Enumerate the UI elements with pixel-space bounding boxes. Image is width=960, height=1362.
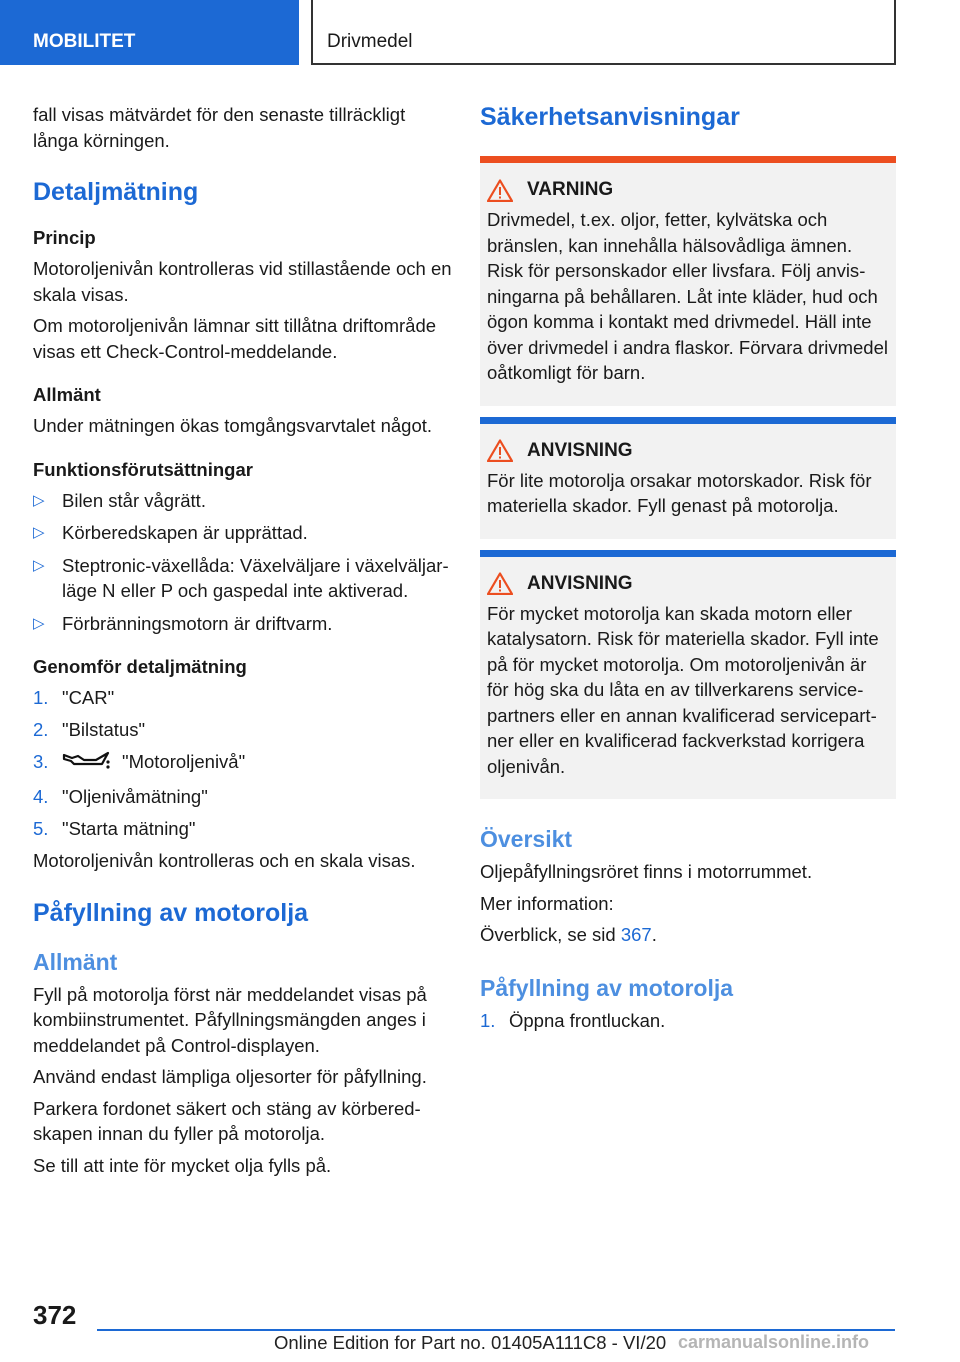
triangle-bullet-icon: ▷ <box>33 491 45 509</box>
oversikt-paragraph-1: Oljepåfyllningsröret finns i motorrummet. <box>480 861 813 882</box>
allmant2-paragraph-2: Använd endast lämpliga oljesorter för påfyllning. <box>33 1066 427 1087</box>
princip-paragraph-1: Motoroljenivån kontrolleras vid stillastående och en skala visas. <box>33 258 452 305</box>
left-column <box>33 102 453 1184</box>
triangle-bullet-icon: ▷ <box>33 614 45 632</box>
oversikt-paragraph-2: Mer information: <box>480 892 614 914</box>
note-text: För mycket motorolja kan skada motorn eller katalysatorn. Risk för materiella skador. Fyll inte på för mycket motorolja. Om motoroljenivån är för hög ska du låta en av tillverkarens servicepartners eller en annan kvalificerad servicepartner eller en kvalificerad fackverkstad korrigera oljenivån. <box>487 602 879 777</box>
heading-pafyllning: Påfyllning av motorolja <box>33 898 309 927</box>
princip-paragraph-2: Om motoroljenivån lämnar sitt tillåtna driftområde visas ett Check-Control-meddelande. <box>33 315 437 362</box>
steps-result-text: Motoroljenivån kontrolleras och en skala visas. <box>33 850 416 871</box>
step-item: 1. "CAR" <box>33 687 115 708</box>
heading-allmant: Allmänt <box>33 384 101 405</box>
allmant2-paragraph-4: Se till att inte för mycket olja fylls på. <box>33 1154 332 1176</box>
page-number: 372 <box>33 1300 77 1330</box>
warning-triangle-icon <box>487 179 513 202</box>
triangle-bullet-icon: ▷ <box>33 524 45 541</box>
note-title: ANVISNING <box>527 439 633 461</box>
allmant-paragraph: Under mätningen ökas tomgångsvarvtalet något. <box>33 415 433 436</box>
list-item: ▷ Steptronic-växellåda: Växelväljare i växelväljarläge N eller P och gaspedal inte aktiverad. <box>33 554 449 601</box>
fill-steps <box>480 1008 896 1034</box>
watermark: carmanualsonline.info <box>678 1332 870 1352</box>
note-title: ANVISNING <box>527 572 633 594</box>
heading-genomfor: Genomför detaljmätning <box>33 656 247 677</box>
oil-can-icon <box>62 749 112 778</box>
heading-funktionsforutsattningar: Funktionsförutsättningar <box>33 458 253 480</box>
intro-text: fall visas mätvärdet för den senaste tillräckligt långa körningen. <box>33 104 406 151</box>
warning-text: Drivmedel, t.ex. oljor, fetter, kylvätska och bränslen, kan innehålla hälsovådliga ämnen. Risk för personskador eller livsfara. Följ anvisningarna på behållaren. Låt inte kläder, hud och ögon komma i kontakt med drivmedel. Häll inte över drivmedel i andra flaskor. Förvara drivmedel oåtkomligt för barn. <box>487 209 888 383</box>
page-reference-link[interactable]: 367 <box>620 924 652 945</box>
warning-title: VARNING <box>527 179 614 200</box>
warning-box <box>480 156 896 406</box>
step-item: 2. "Bilstatus" <box>33 719 146 740</box>
note-text: För lite motorolja orsakar motorskador. Risk för materiella skador. Fyll genast på motorolja. <box>487 469 872 516</box>
allmant2-paragraph-1: Fyll på motorolja först när meddelandet visas på kombiinstrumentet. Påfyllningsmängden anges i meddelandet på Control-displayen. <box>33 983 427 1056</box>
step-item: 3. "Motoroljenivå" <box>33 749 453 778</box>
heading-pafyllning-2: Påfyllning av motorolja <box>480 974 734 1001</box>
list-item: ▷ Förbränningsmotorn är driftvarm. <box>33 611 453 637</box>
step-item: 5. "Starta mätning" <box>33 818 196 839</box>
allmant2-paragraph-3: Parkera fordonet säkert och stäng av körberedskapen innan du fyller på motorolja. <box>33 1097 421 1144</box>
measurement-steps <box>33 685 453 842</box>
right-column <box>480 102 896 1040</box>
heading-oversikt: Översikt <box>480 826 573 852</box>
heading-detaljmatning: Detaljmätning <box>33 178 199 206</box>
triangle-bullet-icon: ▷ <box>33 556 45 574</box>
footer-divider <box>97 1329 895 1331</box>
list-item: ▷ Körberedskapen är upprättad. <box>33 520 453 546</box>
warning-triangle-icon <box>487 439 513 462</box>
note-box-1 <box>480 417 896 539</box>
heading-princip: Princip <box>33 227 96 248</box>
heading-allmant-2: Allmänt <box>33 948 118 975</box>
step-item: 1. Öppna frontluckan. <box>480 1009 666 1031</box>
chapter-tab <box>311 0 896 65</box>
heading-sakerhetsanvisningar: Säkerhetsanvisningar <box>480 103 740 131</box>
list-item: ▷ Bilen står vågrätt. <box>33 488 453 514</box>
conditions-list <box>33 488 453 637</box>
section-tab <box>0 0 299 65</box>
note-box-2 <box>480 550 896 800</box>
chapter-title: Drivmedel <box>327 31 413 52</box>
edition-text: Online Edition for Part no. 01405A111C8 - VI/20 <box>274 1332 667 1353</box>
oversikt-paragraph-3: Överblick, se sid 367. <box>480 924 657 945</box>
step-item: 4. "Oljenivåmätning" <box>33 786 208 807</box>
section-title: MOBILITET <box>33 31 136 52</box>
warning-triangle-icon <box>487 572 513 595</box>
